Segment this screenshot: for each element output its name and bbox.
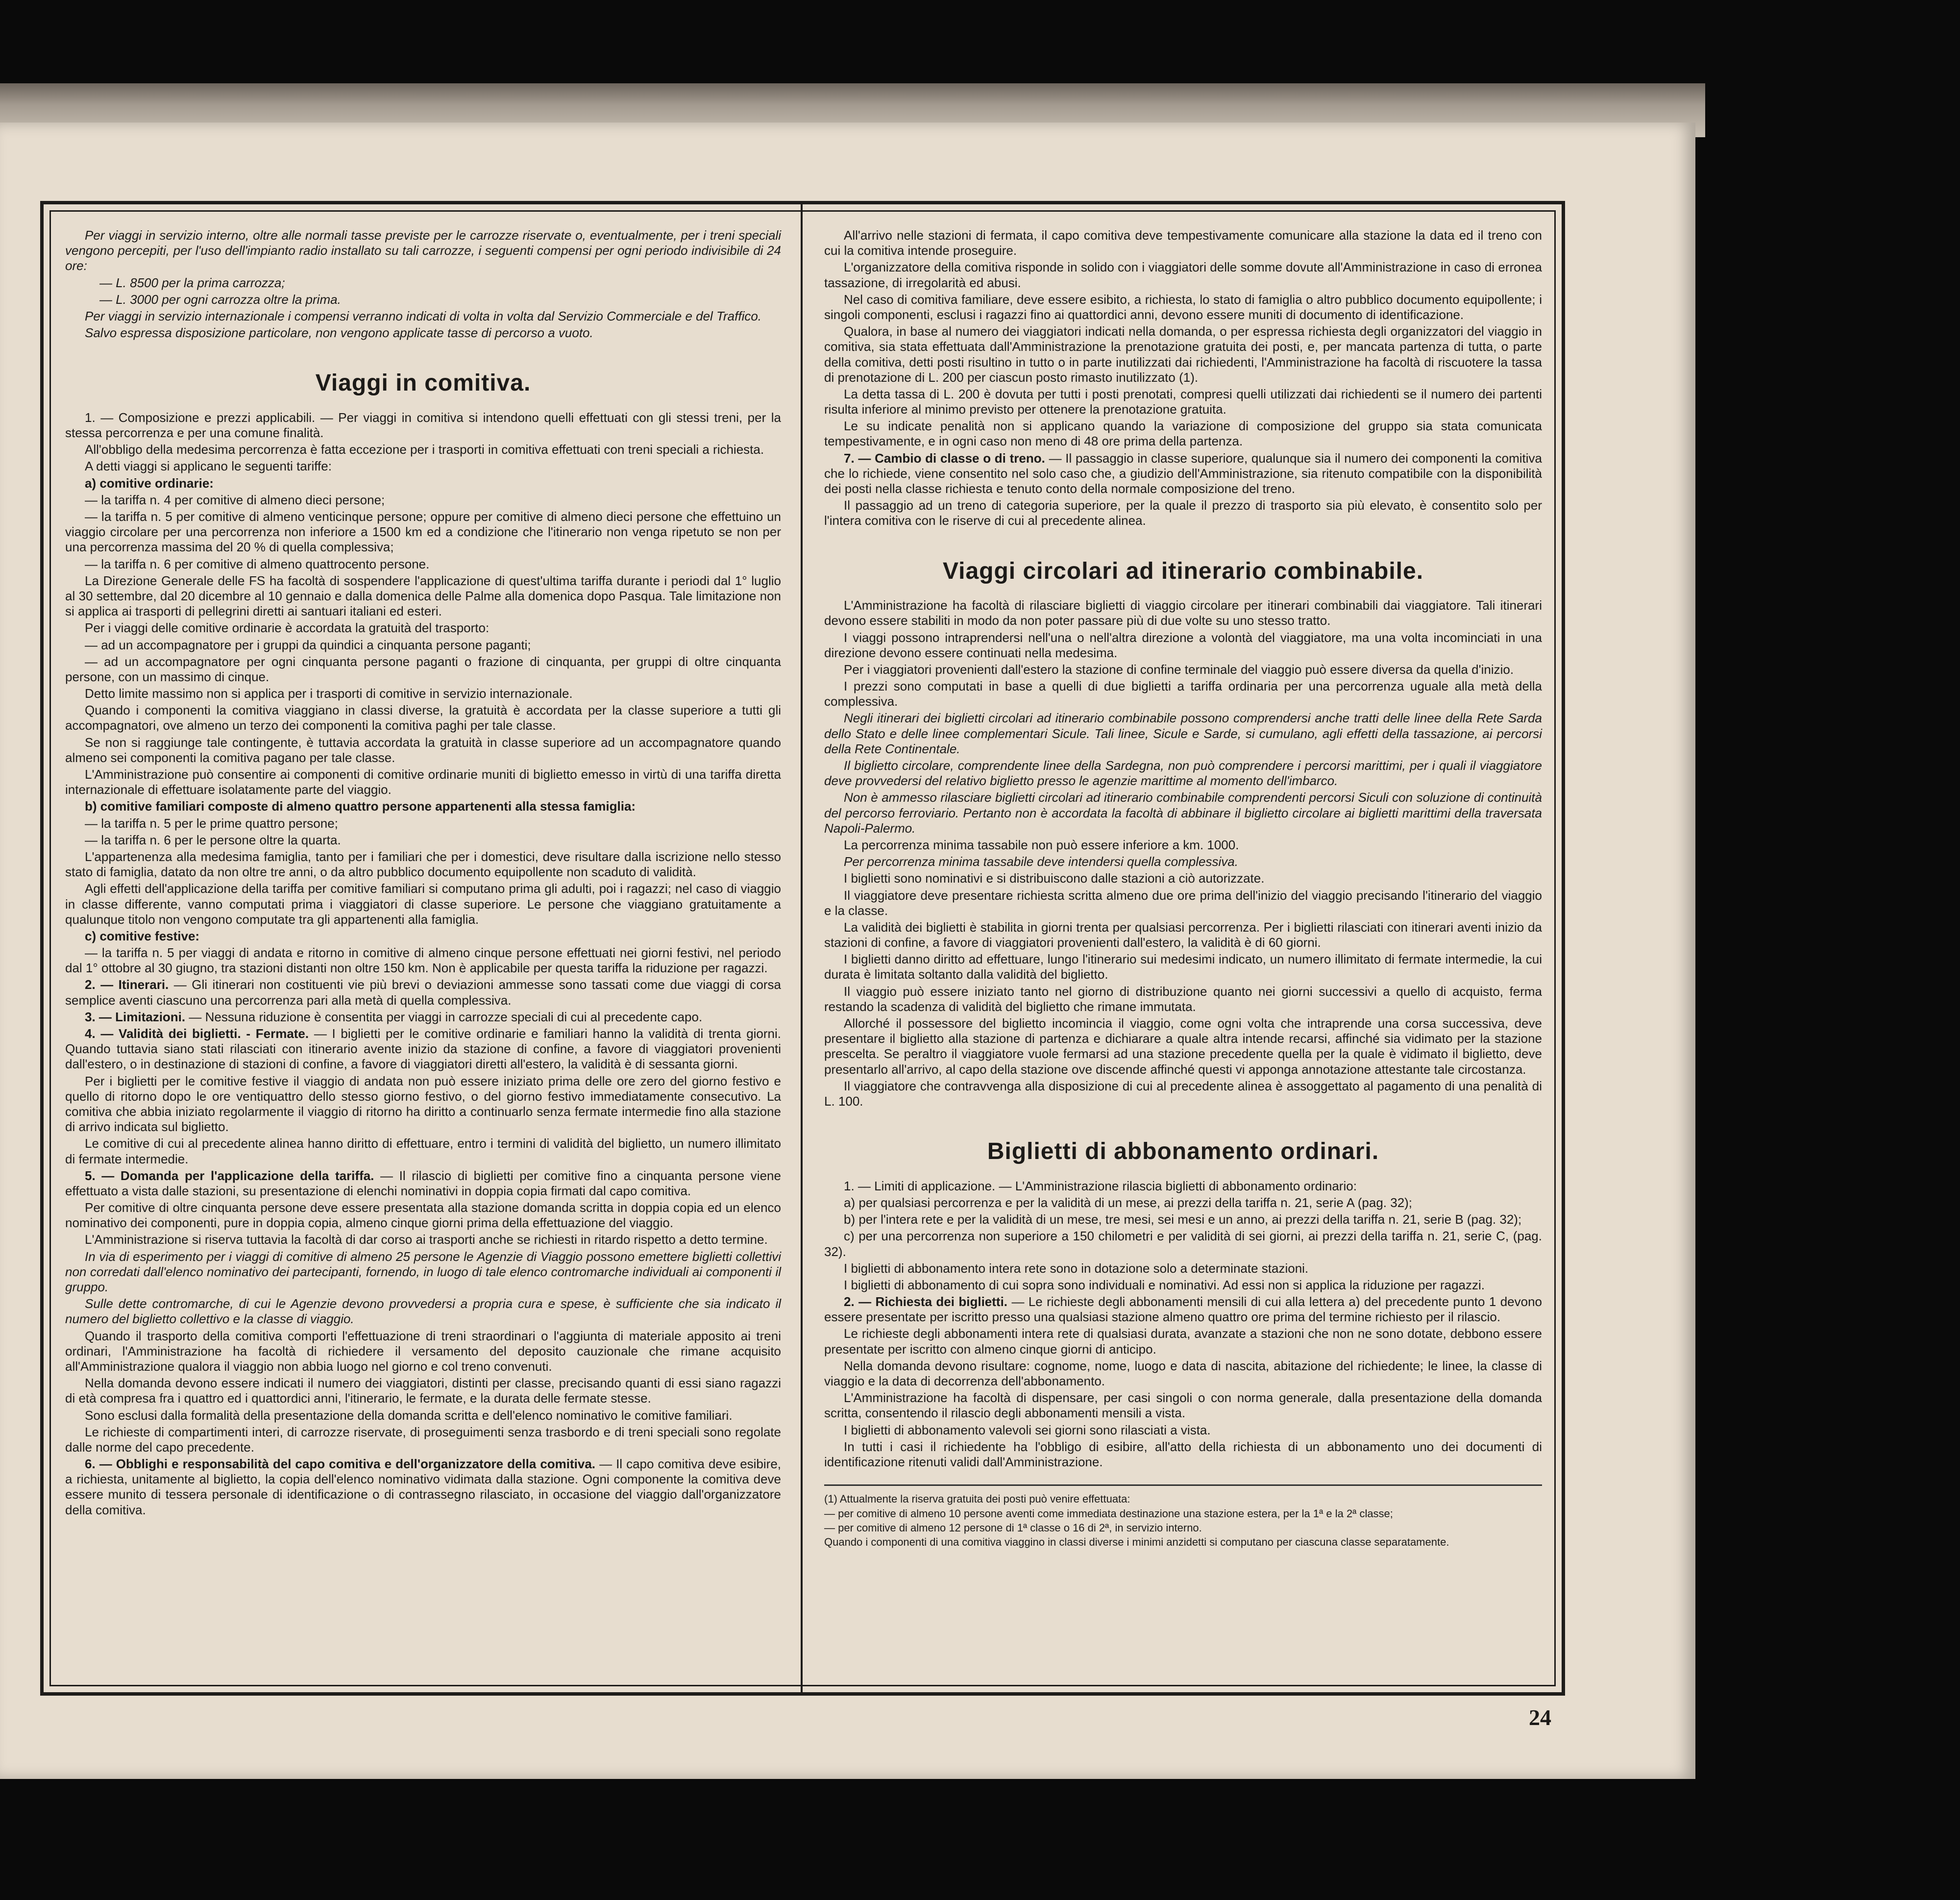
heading-abbonamento: Biglietti di abbonamento ordinari. (987, 1138, 1379, 1165)
paragraph: Detto limite massimo non si applica per i trasporti di comitive in servizio internazionale. (85, 686, 573, 701)
section-7 (824, 451, 1542, 497)
paragraph: L'Amministrazione ha facoltà di rilasciare biglietti di viaggio circolare per itinerari combinabili dai viaggiatore. Tali itinerari devono essere stabiliti in modo da non poter passare più di due volte su uno stesso tratto. (824, 598, 1542, 628)
section-7-title: 7. — Cambio di classe o di treno. (844, 450, 1045, 466)
footnote-line: Quando i componenti di una comitiva viaggino in classi diverse i minimi anzidetti si computano per ciascuna classe separatamente. (824, 1536, 1449, 1549)
paragraph: In tutti i casi il richiedente ha l'obbligo di esibire, all'atto della richiesta di un abbonamento uno dei documenti di identificazione ritenuti validi dall'Amministrazione. (824, 1439, 1542, 1469)
paragraph: I biglietti di abbonamento di cui sopra sono individuali e nominativi. Ad essi non si applica la riduzione per ragazzi. (844, 1277, 1485, 1292)
paragraph: La percorrenza minima tassabile non può essere inferiore a km. 1000. (844, 837, 1239, 852)
intro-item: — L. 8500 per la prima carrozza; (99, 275, 285, 290)
italic-paragraph: Non è ammesso rilasciare biglietti circolari ad itinerario combinabile comprendenti percorsi Siculi con soluzione di continuità del percorso ferroviario. Pertanto non è accordata la facoltà di abbinare il biglietto circolare ai biglietti marittimi della traversata Napoli-Palermo. (824, 790, 1542, 836)
paragraph: Le richieste di compartimenti interi, di carrozze riservate, di proseguimenti senza trasbordo e di treni speciali sono regolate dalle norme del capo precedente. (65, 1424, 781, 1455)
section-1 (65, 410, 781, 441)
list-item: — la tariffa n. 6 per comitive di almeno quattrocento persone. (85, 556, 430, 571)
page-frame (40, 201, 1565, 1696)
section-3 (65, 1010, 781, 1025)
subheading: b) comitive familiari composte di almeno quattro persone appartenenti alla stessa famiglia: (85, 799, 636, 814)
paragraph: Se non si raggiunge tale contingente, è tuttavia accordata la gratuità in classe superiore ad un accompagnatore quando almeno sei componenti la comitiva pagano per tale classe. (65, 735, 781, 765)
italic-paragraph: Il biglietto circolare, comprendente linee della Sardegna, non può comprendere i percorsi marittimi, per i quali il viaggiatore deve provvedersi del relativo biglietto presso le agenzie marittime al momento dell'imbarco. (824, 758, 1542, 789)
paragraph: Le su indicate penalità non si applicano quando la variazione di composizione del gruppo sia stata comunicata tempestivamente, e in ogni caso non meno di 48 ore prima della partenza. (824, 419, 1542, 449)
paragraph: L'Amministrazione può consentire ai componenti di comitive ordinarie muniti di biglietto emesso in virtù di una tariffa diretta internazionale di effettuare isolatamente parte del viaggio. (65, 767, 781, 797)
list-item: — la tariffa n. 5 per comitive di almeno venticinque persone; oppure per comitive di almeno dieci persone che effettuino un viaggio circolare per una percorrenza non inferiore a 1500 km ed a condizione che l'itinerario non venga ripetuto se non per una percorrenza massima del 20 % di quella complessiva; (65, 509, 781, 555)
section-b2-lead: — Le richieste degli abbonamenti mensili di cui alla lettera a) del precedente punto 1 devono essere presentate per iscritto presso una qualsiasi stazione almeno quattro ore prima del termine richiesto per il rilascio. (824, 1294, 1543, 1325)
section-b1 (824, 1179, 1542, 1194)
paragraph: Nella domanda devono risultare: cognome, nome, luogo e data di nascita, abitazione del richiedente; le linee, la classe di viaggio e la data di decorrenza dell'abbonamento. (824, 1358, 1542, 1388)
section-b1-title: 1. — Limiti di applicazione. (844, 1178, 996, 1193)
list-item: — la tariffa n. 5 per viaggi di andata e ritorno in comitive di almeno cinque persone effettuati nei giorni festivi, nel periodo dal 1° ottobre al 30 giugno, tra stazioni distanti non oltre 150 km. Non è applicabile per questa tariffa la riduzione per ragazzi. (65, 945, 781, 976)
paragraph: L'appartenenza alla medesima famiglia, tanto per i familiari che per i domestici, deve risultare dalla iscrizione nello stesso stato di famiglia, datato da non oltre tre anni, o da altro pubblico documento equipollente non scaduto di validità. (65, 849, 781, 880)
page (0, 123, 1695, 1779)
paragraph: L'Amministrazione ha facoltà di dispensare, per casi singoli o con norma generale, dalla presentazione della domanda scritta, consentendo il rilascio degli abbonamenti mensili a vista. (824, 1390, 1542, 1421)
section-5-title: 5. — Domanda per l'applicazione della tariffa. (85, 1168, 374, 1183)
right-column (803, 204, 1562, 1692)
paragraph: Per i viaggiatori provenienti dall'estero la stazione di confine terminale del viaggio può essere diversa da quella d'inizio. (844, 662, 1514, 677)
intro-paragraph: Salvo espressa disposizione particolare, non vengono applicate tasse di percorso a vuoto. (85, 325, 593, 341)
footnote-line: (1) Attualmente la riserva gratuita dei posti può venire effettuata: (824, 1493, 1130, 1505)
section-6 (65, 1456, 781, 1518)
list-item: b) per l'intera rete e per la validità di un mese, tre mesi, sei mesi e un anno, ai prezzi della tariffa n. 21, serie B (pag. 32); (844, 1212, 1522, 1227)
paragraph: Per comitive di oltre cinquanta persone deve essere presentata alla stazione domanda scritta in doppia copia ed un elenco nominativo dei componenti, pure in doppia copia, almeno cinque giorni prima della effettuazione del viaggio. (65, 1200, 781, 1231)
section-2-text: — Gli itinerari non costituenti vie più brevi o deviazioni ammesse sono tassati come due viaggi di corsa semplice aventi ciascuno una percorrenza pari alla metà di quella complessiva. (65, 977, 781, 1008)
intro-item: — L. 3000 per ogni carrozza oltre la prima. (99, 292, 341, 307)
paragraph: All'obbligo della medesima percorrenza è fatta eccezione per i trasporti in comitiva effettuati con treni speciali a richiesta. (85, 442, 764, 457)
paragraph: Il viaggiatore che contravvenga alla disposizione di cui al precedente alinea è assoggettato al pagamento di una penalità di L. 100. (824, 1078, 1542, 1109)
intro-paragraph: Per viaggi in servizio interno, oltre alle normali tasse previste per le carrozze riservate o, eventualmente, per i treni speciali vengono percepiti, per l'uso dell'impianto radio installato su tali carrozze, i seguenti compensi per ogni periodo indivisibile di 24 ore: (65, 228, 781, 273)
paragraph: Nel caso di comitiva familiare, deve essere esibito, a richiesta, lo stato di famiglia o altro pubblico documento equipollente; i singoli componenti, esclusi i ragazzi fino ai quattordici anni, devono essere muniti di documento di identificazione. (824, 292, 1542, 322)
paragraph: All'arrivo nelle stazioni di fermata, il capo comitiva deve tempestivamente comunicare alla stazione la data ed il treno con cui la comitiva intende proseguire. (824, 228, 1542, 258)
paragraph: I biglietti di abbonamento valevoli sei giorni sono rilasciati a vista. (844, 1422, 1211, 1437)
section-6-text: — Il capo comitiva deve esibire, a richiesta, unitamente al biglietto, la copia dell'elenco nominativo vidimata dalla stazione. Ogni componente la comitiva deve essere munito di tessera personale di identificazione o di contrassegno rilasciato, in occasione del viaggio dall'organizzatore della comitiva. (65, 1456, 782, 1517)
paragraph: Le comitive di cui al precedente alinea hanno diritto di effettuare, entro i termini di validità del biglietto, un numero illimitato di fermate intermedie. (65, 1136, 781, 1166)
italic-paragraph: In via di esperimento per i viaggi di comitive di almeno 25 persone le Agenzie di Viaggio possono emettere biglietti collettivi non corredati dall'elenco nominativo dei partecipanti, fornendo, in luogo di tale elenco contromarche individuali ai componenti il gruppo. (65, 1249, 781, 1295)
section-2-title: 2. — Itinerari. (85, 977, 169, 992)
paragraph: Il viaggiatore deve presentare richiesta scritta almeno due ore prima dell'inizio del viaggio precisando l'itinerario del viaggio e la classe. (824, 888, 1542, 918)
paragraph: Per i viaggi delle comitive ordinarie è accordata la gratuità del trasporto: (85, 620, 490, 636)
section-2 (65, 977, 781, 1008)
section-b2 (824, 1294, 1542, 1325)
list-item: — la tariffa n. 5 per le prime quattro persone; (85, 815, 338, 831)
paragraph: I biglietti danno diritto ad effettuare, lungo l'itinerario sui medesimi indicato, un numero illimitato di fermate intermedie, la cui durata è limitata soltanto dalla validità del biglietto. (824, 952, 1542, 982)
section-1-title: 1. — Composizione e prezzi applicabili. (85, 410, 316, 425)
section-3-title: 3. — Limitazioni. (85, 1009, 186, 1024)
paragraph: I prezzi sono computati in base a quelli di due biglietti a tariffa ordinaria per una percorrenza uguale alla metà della complessiva. (824, 679, 1542, 709)
section-b2-title: 2. — Richiesta dei biglietti. (844, 1294, 1008, 1309)
section-4-title: 4. — Validità dei biglietti. - Fermate. (85, 1026, 309, 1041)
paragraph: Quando il trasporto della comitiva comporti l'effettuazione di treni straordinari o l'aggiunta di materiale apposito ai treni ordinari, l'Amministrazione ha facoltà di richiedere il versamento del deposito cauzionale che rimane acquisito all'Amministrazione qualora il viaggio non abbia luogo nel giorno e col treno convenuti. (65, 1328, 781, 1374)
footnote-line: — per comitive di almeno 10 persone aventi come immediata destinazione una stazione estera, per la 1ª e la 2ª classe; (824, 1507, 1393, 1520)
section-5 (65, 1168, 781, 1199)
heading-viaggi-circolari: Viaggi circolari ad itinerario combinabile. (942, 558, 1424, 584)
paragraph: I viaggi possono intraprendersi nell'una o nell'altra direzione a volontà del viaggiatore, ma una volta incominciati in una direzione devono essere continuati nella medesima. (824, 630, 1542, 660)
paragraph: La detta tassa di L. 200 è dovuta per tutti i posti prenotati, compresi quelli utilizzati dai richiedenti se il numero dei partenti risulta inferiore al minimo previsto per ottenere la prenotazione gratuita. (824, 386, 1542, 417)
paragraph: Nella domanda devono essere indicati il numero dei viaggiatori, distinti per classe, precisando quanti di essi siano ragazzi di età compresa fra i quattro ed i quattordici anni, l'itinerario, le fermate, e la durata delle fermate stesse. (65, 1376, 781, 1406)
section-3-text: — Nessuna riduzione è consentita per viaggi in carrozze speciali di cui al precedente capo. (189, 1009, 703, 1024)
paragraph: Quando i componenti la comitiva viaggiano in classi diverse, la gratuità è accordata per la classe superiore a tutti gli accompagnatori, ove almeno un terzo dei componenti la comitiva paghi per tale classe. (65, 703, 781, 733)
intro-paragraph: Per viaggi in servizio internazionale i compensi verranno indicati di volta in volta dal Servizio Commerciale e del Traffico. (85, 308, 762, 323)
paragraph: L'organizzatore della comitiva risponde in solido con i viaggiatori delle somme dovute all'Amministrazione in caso di erronea tassazione, di irregolarità ed abusi. (824, 260, 1542, 290)
list-item: — ad un accompagnatore per i gruppi da quindici a cinquanta persone paganti; (85, 637, 531, 652)
list-item: c) per una percorrenza non superiore a 150 chilometri e per validità di sei giorni, ai prezzi della tariffa n. 21, serie C, (pag. 32). (824, 1229, 1542, 1259)
paragraph: L'Amministrazione si riserva tuttavia la facoltà di dar corso ai trasporti anche se richiesti in ritardo rispetto a detto termine. (85, 1232, 768, 1247)
footnote-line: — per comitive di almeno 12 persone di 1ª classe o 16 di 2ª, in servizio interno. (824, 1521, 1202, 1534)
section-4 (65, 1026, 781, 1072)
paragraph: Il passaggio ad un treno di categoria superiore, per la quale il prezzo di trasporto sia più elevato, è consentito solo per l'intera comitiva con le riserve di cui al precedente alinea. (824, 498, 1542, 528)
subheading: c) comitive festive: (85, 928, 200, 943)
section-b1-lead: — L'Amministrazione rilascia biglietti di abbonamento ordinario: (999, 1178, 1357, 1193)
paragraph: Le richieste degli abbonamenti intera rete di qualsiasi durata, avanzate a stazioni che non ne sono dotate, debbono essere presentate per iscritto con almeno cinque giorni di anticipo. (824, 1326, 1542, 1357)
list-item: — la tariffa n. 4 per comitive di almeno dieci persone; (85, 492, 385, 507)
paragraph: La Direzione Generale delle FS ha facoltà di sospendere l'applicazione di quest'ultima tariffa durante i periodi dal 1° luglio al 30 settembre, dal 20 dicembre al 10 gennaio e dalla domenica delle Palme alla domenica dopo Pasqua. Tale limitazione non si applica ai trasporti di pellegrini diretti ai santuari italiani ed esteri. (65, 573, 781, 619)
page-number: 24 (1529, 1705, 1551, 1730)
italic-paragraph: Negli itinerari dei biglietti circolari ad itinerario combinabile possono comprendersi anche tratti delle linee della Rete Sarda dello Stato e delle linee complementari Sicule. Tali linee, Sicule e Sarde, si cumulano, agli effetti della tassazione, ai percorsi della Rete Continentale. (824, 711, 1542, 756)
section-5-lead: — Il rilascio di biglietti per comitive fino a cinquanta persone viene effettuato a vista dalle stazioni, su presentazione di elenchi nominativi in doppia copia firmati dal capo comitiva. (65, 1168, 781, 1198)
heading-viaggi-comitiva: Viaggi in comitiva. (315, 370, 531, 396)
section-1-lead: — Per viaggi in comitiva si intendono quelli effettuati con gli stessi treni, per la stessa percorrenza e per una comune finalità. (65, 410, 781, 441)
section-4-lead: — I biglietti per le comitive ordinarie e familiari hanno la validità di trenta giorni. Quando tuttavia siano stati rilasciati con itinerario avente inizio da stazione di confine, a favore di viaggiatori provenienti dall'estero, o in destinazione di stazioni di confine, a favore di viaggiatori diretti all'estero, la validità è di sessanta giorni. (65, 1026, 782, 1072)
paragraph: I biglietti sono nominativi e si distribuiscono dalle stazioni a ciò autorizzate. (844, 871, 1265, 886)
paragraph: Per i biglietti per le comitive festive il viaggio di andata non può essere iniziato prima delle ore zero del giorno festivo e quello di ritorno dopo le ore ventiquattro dello stesso giorno festivo, o del giorno festivo immediatamente consecutivo. La comitiva che abbia iniziato regolarmente il viaggio di ritorno ha diritto a continuarlo senza fermate intermedie fino alla stazione di arrivo indicata sul biglietto. (65, 1073, 781, 1135)
paragraph: I biglietti di abbonamento intera rete sono in dotazione solo a determinate stazioni. (844, 1260, 1309, 1276)
paragraph: La validità dei biglietti è stabilita in giorni trenta per qualsiasi percorrenza. Per i biglietti rilasciati con itinerari aventi inizio da stazioni di confine, a favore di viaggiatori provenienti dall'estero, la validità è di 60 giorni. (824, 919, 1542, 950)
paragraph: A detti viaggi si applicano le seguenti tariffe: (85, 459, 332, 474)
list-item: a) per qualsiasi percorrenza e per la validità di un mese, ai prezzi della tariffa n. 21, serie A (pag. 32); (844, 1195, 1413, 1210)
subheading: a) comitive ordinarie: (85, 475, 214, 491)
left-column (44, 204, 803, 1692)
footnote (824, 1484, 1542, 1549)
section-7-lead: — Il passaggio in classe superiore, qualunque sia il numero dei componenti la comitiva che lo richiede, viene consentito nel solo caso che, a giudizio dell'Amministrazione, sia ritenuto compatibile con la disponibilità dei posti nella classe richiesta e tenuto conto della normale composizione del treno. (824, 450, 1542, 496)
paragraph: Il viaggio può essere iniziato tanto nel giorno di distribuzione quanto nei giorni successivi a quello di acquisto, ferma restando la scadenza di validità del biglietto che rimane immutata. (824, 984, 1542, 1014)
paragraph: Agli effetti dell'applicazione della tariffa per comitive familiari si computano prima gli adulti, poi i ragazzi; nel caso di viaggio in classe differente, vanno computati prima i viaggiatori di classe superiore. Le persone che viaggiano gratuitamente a qualunque titolo non vengono computate tra gli appartenenti alla famiglia. (65, 881, 781, 927)
paragraph: Allorché il possessore del biglietto incomincia il viaggio, come ogni volta che intraprende una corsa successiva, deve presentare il biglietto alla stazione di partenza e dichiarare a quale altra intende recarsi, affinché sia vidimato per la stazione prescelta. Se peraltro il viaggiatore vuole fermarsi ad una stazione precedente quella per la quale è vidimato il biglietto, deve presentarlo all'arrivo, al capo della stazione ove discende affinché questi vi apponga annotazione attestante tale circostanza. (824, 1016, 1542, 1077)
list-item: — ad un accompagnatore per ogni cinquanta persone paganti o frazione di cinquanta, per gruppi di oltre cinquanta persone, con un massimo di cinque. (65, 654, 781, 684)
list-item: — la tariffa n. 6 per le persone oltre la quarta. (85, 832, 341, 847)
italic-paragraph: Sulle dette contromarche, di cui le Agenzie devono provvedersi a propria cura e spese, è sufficiente che sia indicato il numero del biglietto collettivo e la classe di viaggio. (65, 1296, 781, 1327)
italic-paragraph: Per percorrenza minima tassabile deve intendersi quella complessiva. (844, 854, 1238, 869)
paragraph: Sono esclusi dalla formalità della presentazione della domanda scritta e dell'elenco nominativo le comitive familiari. (85, 1407, 733, 1423)
paragraph: Qualora, in base al numero dei viaggiatori indicati nella domanda, o per espressa richiesta degli organizzatori del viaggio in comitiva, sia stata effettuata dall'Amministrazione la prenotazione gratuita dei posti, e, per mancata partenza di tutta, o parte della comitiva, detti posti risultino in tutto o in parte inutilizzati dai richiedenti, l'Amministrazione ha facoltà di riscuotere la tassa di prenotazione di L. 200 per ciascun posto rimasto inutilizzato (1). (824, 324, 1542, 385)
section-6-title: 6. — Obblighi e responsabilità del capo comitiva e dell'organizzatore della comitiva. (85, 1456, 596, 1472)
